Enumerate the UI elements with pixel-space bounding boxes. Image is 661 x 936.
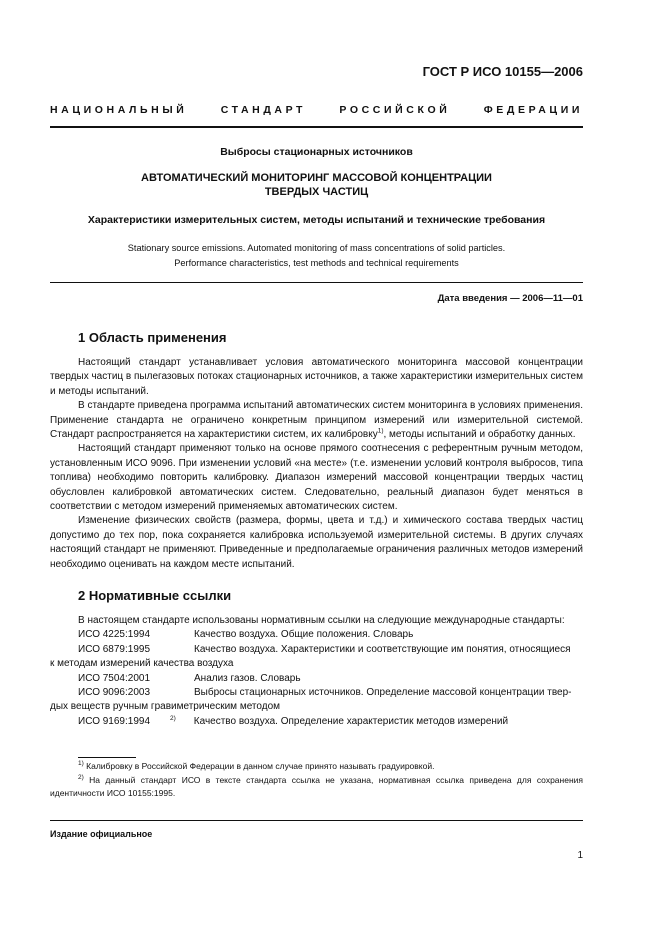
footnote-mark: 2) xyxy=(78,773,84,781)
english-title xyxy=(50,241,583,271)
main-title-line-2: ТВЕРДЫХ ЧАСТИЦ xyxy=(264,186,369,198)
reference-code: ИСО 4225:1994 xyxy=(78,629,151,641)
reference-code: ИСО 7504:2001 xyxy=(78,672,151,684)
footnote-text: На данный стандарт ИСО в тексте стандарта ссылка не указана, нормативная ссылка приведена для сохранения идентичности ИСО 10155:1995. xyxy=(50,774,583,798)
section-2-body xyxy=(50,614,583,729)
title-line-1: Выбросы стационарных источников xyxy=(220,146,413,158)
introduction-date: Дата введения — 2006—11—01 xyxy=(437,293,583,304)
paragraph: Настоящий стандарт применяют только на основе прямого соотнесения с референтным ручным методом, установленным ИСО 9096. При изменении условий «на месте» (т.е. изменении условий контроля выбросов, типа топлива) необходимо повторить калибровку. Диапазон измерений массовой концентрации твердых частиц обусловлен калибровкой автоматических систем. Следовательно, реальный диапазон будет меняться в соответствии с методом измерений применяемых автоматических систем. xyxy=(50,443,583,513)
footnotes xyxy=(50,760,583,801)
reference-title-continuation: к методам измерений качества воздуха xyxy=(50,658,234,670)
reference-title: Качество воздуха. Характеристики и соответствующие им понятия, относящиеся xyxy=(194,643,571,655)
paragraph: Изменение физических свойств (размера, формы, цвета и т.д.) и химического состава твердых частиц допустимо до тех пор, пока сохраняется калибровка используемой измерительной системы. В других случаях настоящий стандарт не применяют. Приведенные и предполагаемые ограничения различных методов измерений необходимо оценивать на каждом месте испытаний. xyxy=(50,515,583,570)
reference-title: Качество воздуха. Общие положения. Словарь xyxy=(194,629,414,641)
footnote-mark: 2) xyxy=(170,714,176,722)
paragraph: Настоящий стандарт устанавливает условия автоматического мониторинга массовой концентрации твердых частиц в пылегазовых потоках стационарных источников, а также характеристики измерительных систем и методы испытаний. xyxy=(50,357,583,397)
footnote-divider xyxy=(78,757,136,758)
reference-item xyxy=(50,628,583,642)
footnote xyxy=(50,760,583,774)
reference-code: ИСО 9096:2003 xyxy=(78,687,151,699)
national-standard-banner: НАЦИОНАЛЬНЫЙ СТАНДАРТ РОССИЙСКОЙ ФЕДЕРАЦИИ xyxy=(50,104,583,116)
reference-item xyxy=(50,672,583,686)
footnote-text: Калибровку в Российской Федерации в данном случае принято называть градуировкой. xyxy=(86,761,435,771)
official-edition-label: Издание официальное xyxy=(50,829,153,839)
gost-designation: ГОСТ Р ИСО 10155—2006 xyxy=(422,64,583,79)
paragraph: В настоящем стандарте использованы нормативным ссылки на следующие международные стандарты: xyxy=(78,615,565,626)
footer-rule xyxy=(50,820,583,821)
reference-item xyxy=(50,643,583,672)
section-1-heading: 1 Область применения xyxy=(78,330,227,345)
main-title xyxy=(50,171,583,199)
reference-title-continuation: дых веществ ручным гравиметрическим методом xyxy=(50,701,281,713)
subtitle: Характеристики измерительных систем, методы испытаний и технические требования xyxy=(87,214,546,226)
reference-item xyxy=(50,715,583,729)
title-rule xyxy=(50,282,583,283)
reference-code: ИСО 9169:1994 xyxy=(78,715,151,727)
section-2-heading: 2 Нормативные ссылки xyxy=(78,588,232,603)
footnote-mark: 1) xyxy=(78,760,84,768)
reference-list xyxy=(50,628,583,729)
reference-title: Выбросы стационарных источников. Определение массовой концентрации твер- xyxy=(194,687,572,699)
paragraph: В стандарте приведена программа испытаний автоматических систем мониторинга в условиях применения. Применение стандарта не ограничено конкретным принципом измерений или измерительной системой. Стандарт распространяется на характеристики систем, их калибровку$^{1)}$, методы испытаний и обработку данных. xyxy=(50,400,583,441)
reference-title: Качество воздуха. Определение характеристик методов измерений xyxy=(193,715,509,727)
english-title-line-1: Stationary source emissions. Automated monitoring of mass concentrations of solid particles. xyxy=(127,243,506,253)
header-rule xyxy=(50,126,583,128)
footnote xyxy=(50,774,583,801)
reference-title: Анализ газов. Словарь xyxy=(194,672,301,684)
reference-item xyxy=(50,686,583,715)
reference-code: ИСО 6879:1995 xyxy=(78,643,151,655)
main-title-line-1: АВТОМАТИЧЕСКИЙ МОНИТОРИНГ МАССОВОЙ КОНЦЕНТРАЦИИ xyxy=(141,172,492,184)
english-title-line-2: Performance characteristics, test methods and technical requirements xyxy=(174,258,459,268)
page-number: 1 xyxy=(577,850,583,861)
section-1-body xyxy=(50,356,583,572)
footnote-mark: 1) xyxy=(377,427,384,435)
